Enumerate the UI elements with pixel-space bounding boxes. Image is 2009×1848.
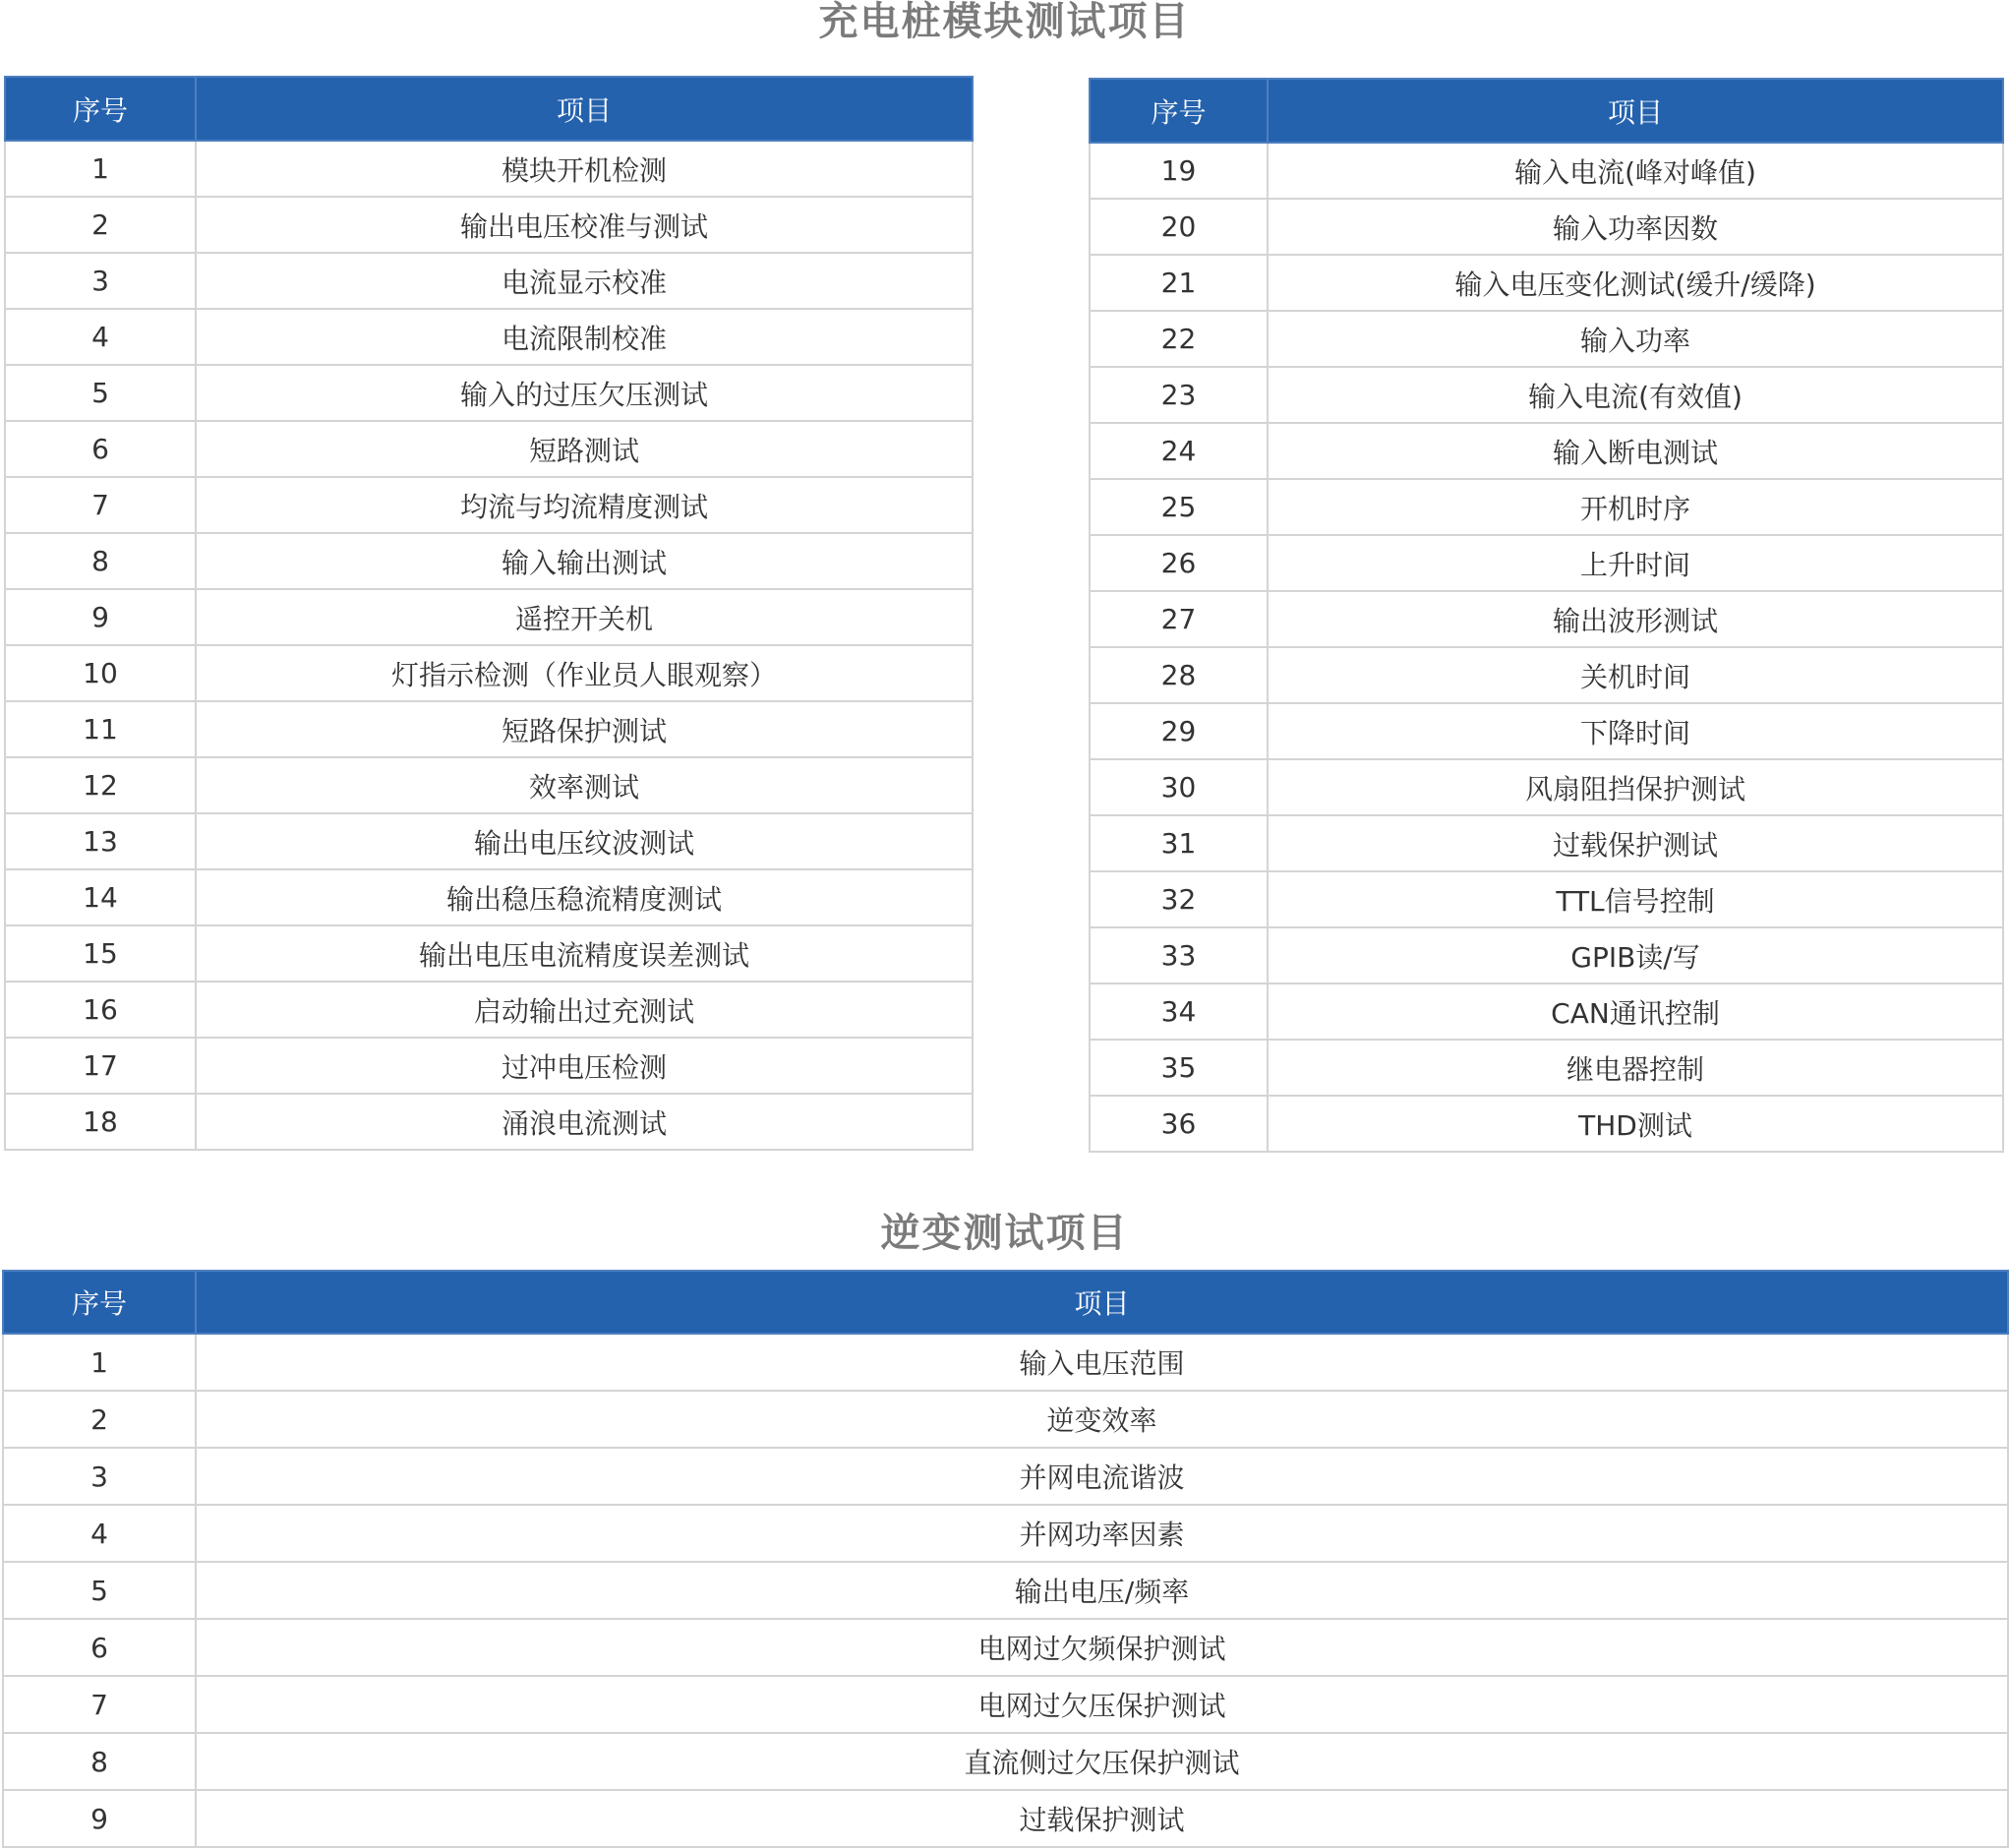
row-item: 涌浪电流测试 [196, 1094, 973, 1150]
row-item: 过载保护测试 [1268, 815, 2003, 871]
row-index: 5 [5, 365, 196, 421]
row-index: 23 [1090, 367, 1268, 423]
row-item: 电网过欠频保护测试 [196, 1619, 2008, 1676]
row-item: 电网过欠压保护测试 [196, 1676, 2008, 1733]
row-item: 输出稳压稳流精度测试 [196, 869, 973, 925]
inverter-body [3, 1334, 2008, 1847]
row-item: 效率测试 [196, 757, 973, 813]
row-index: 4 [3, 1505, 196, 1562]
row-item: 电流限制校准 [196, 309, 973, 365]
row-item: GPIB读/写 [1268, 927, 2003, 984]
table-row [5, 925, 973, 982]
row-index: 6 [3, 1619, 196, 1676]
header-item: 项目 [196, 77, 973, 141]
row-item: 输出电压纹波测试 [196, 813, 973, 869]
row-index: 10 [5, 645, 196, 701]
row-item: 并网功率因素 [196, 1505, 2008, 1562]
table-row [1090, 423, 2003, 479]
row-index: 3 [5, 253, 196, 309]
row-item: 下降时间 [1268, 703, 2003, 759]
table-row [5, 309, 973, 365]
row-index: 26 [1090, 535, 1268, 591]
table-row [5, 757, 973, 813]
row-item: 短路保护测试 [196, 701, 973, 757]
row-index: 14 [5, 869, 196, 925]
charging-section-title: 充电桩模块测试项目 [818, 0, 1191, 44]
row-item: 风扇阻挡保护测试 [1268, 759, 2003, 815]
row-item: 输入功率因数 [1268, 199, 2003, 255]
row-index: 7 [5, 477, 196, 533]
row-item: 输入电流(峰对峰值) [1268, 143, 2003, 199]
row-item: 上升时间 [1268, 535, 2003, 591]
header-index: 序号 [3, 1271, 196, 1334]
table-row [1090, 759, 2003, 815]
table-row [5, 141, 973, 197]
inverter-section-title: 逆变测试项目 [880, 1211, 1129, 1256]
table-row [1090, 255, 2003, 311]
row-item: 并网电流谐波 [196, 1448, 2008, 1505]
table-row [5, 869, 973, 925]
table-header-row [1090, 79, 2003, 143]
row-index: 9 [5, 589, 196, 645]
charging-table-left [4, 76, 974, 1151]
row-index: 6 [5, 421, 196, 477]
row-item: 短路测试 [196, 421, 973, 477]
row-index: 20 [1090, 199, 1268, 255]
table-row [3, 1562, 2008, 1619]
inverter-table [2, 1270, 2009, 1848]
row-index: 17 [5, 1038, 196, 1094]
row-index: 1 [3, 1334, 196, 1391]
row-index: 29 [1090, 703, 1268, 759]
row-index: 30 [1090, 759, 1268, 815]
row-item: 开机时序 [1268, 479, 2003, 535]
row-index: 25 [1090, 479, 1268, 535]
row-index: 8 [5, 533, 196, 589]
table-row [1090, 367, 2003, 423]
table-row [3, 1733, 2008, 1790]
table-row [5, 645, 973, 701]
table-row [5, 589, 973, 645]
charging-left-body [5, 141, 973, 1150]
row-index: 35 [1090, 1040, 1268, 1096]
row-index: 9 [3, 1790, 196, 1847]
table-row [1090, 199, 2003, 255]
row-index: 28 [1090, 647, 1268, 703]
table-row [1090, 1096, 2003, 1152]
row-item: 输出电压校准与测试 [196, 197, 973, 253]
table-row [3, 1619, 2008, 1676]
row-item: 遥控开关机 [196, 589, 973, 645]
table-row [5, 982, 973, 1038]
row-item: 输入电压变化测试(缓升/缓降) [1268, 255, 2003, 311]
charging-right-body [1090, 143, 2003, 1152]
row-index: 12 [5, 757, 196, 813]
table-row [3, 1391, 2008, 1448]
table-row [5, 253, 973, 309]
table-row [5, 533, 973, 589]
row-index: 7 [3, 1676, 196, 1733]
row-index: 3 [3, 1448, 196, 1505]
table-row [3, 1448, 2008, 1505]
row-item: 输入电压范围 [196, 1334, 2008, 1391]
row-index: 11 [5, 701, 196, 757]
row-index: 5 [3, 1562, 196, 1619]
row-index: 8 [3, 1733, 196, 1790]
row-item: TTL信号控制 [1268, 871, 2003, 927]
table-row [5, 813, 973, 869]
row-item: 输入输出测试 [196, 533, 973, 589]
table-row [1090, 703, 2003, 759]
table-row [1090, 591, 2003, 647]
row-index: 27 [1090, 591, 1268, 647]
row-item: 输入电流(有效值) [1268, 367, 2003, 423]
table-row [5, 477, 973, 533]
row-index: 1 [5, 141, 196, 197]
table-row [1090, 1040, 2003, 1096]
row-item: 输入功率 [1268, 311, 2003, 367]
header-item: 项目 [1268, 79, 2003, 143]
row-item: 均流与均流精度测试 [196, 477, 973, 533]
header-item: 项目 [196, 1271, 2008, 1334]
row-index: 2 [5, 197, 196, 253]
table-header-row [3, 1271, 2008, 1334]
row-index: 13 [5, 813, 196, 869]
table-row [1090, 815, 2003, 871]
row-index: 18 [5, 1094, 196, 1150]
table-row [1090, 143, 2003, 199]
table-row [5, 1094, 973, 1150]
table-row [3, 1790, 2008, 1847]
table-header-row [5, 77, 973, 141]
row-index: 22 [1090, 311, 1268, 367]
row-item: 输出电压电流精度误差测试 [196, 925, 973, 982]
table-row [1090, 311, 2003, 367]
table-row [5, 197, 973, 253]
table-row [1090, 984, 2003, 1040]
row-index: 31 [1090, 815, 1268, 871]
row-index: 21 [1090, 255, 1268, 311]
header-index: 序号 [5, 77, 196, 141]
row-item: 过冲电压检测 [196, 1038, 973, 1094]
row-item: 模块开机检测 [196, 141, 973, 197]
header-index: 序号 [1090, 79, 1268, 143]
row-item: 输出电压/频率 [196, 1562, 2008, 1619]
row-item: 电流显示校准 [196, 253, 973, 309]
table-row [5, 421, 973, 477]
table-row [3, 1505, 2008, 1562]
row-item: 灯指示检测（作业员人眼观察） [196, 645, 973, 701]
row-item: 输入的过压欠压测试 [196, 365, 973, 421]
table-row [5, 701, 973, 757]
table-row [3, 1676, 2008, 1733]
table-row [1090, 927, 2003, 984]
row-item: CAN通讯控制 [1268, 984, 2003, 1040]
row-index: 34 [1090, 984, 1268, 1040]
table-row [3, 1334, 2008, 1391]
row-item: 继电器控制 [1268, 1040, 2003, 1096]
row-item: 过载保护测试 [196, 1790, 2008, 1847]
table-row [5, 365, 973, 421]
table-row [5, 1038, 973, 1094]
table-row [1090, 535, 2003, 591]
row-index: 2 [3, 1391, 196, 1448]
row-index: 4 [5, 309, 196, 365]
table-row [1090, 647, 2003, 703]
row-item: 直流侧过欠压保护测试 [196, 1733, 2008, 1790]
row-index: 15 [5, 925, 196, 982]
row-item: 关机时间 [1268, 647, 2003, 703]
row-index: 32 [1090, 871, 1268, 927]
row-item: 输出波形测试 [1268, 591, 2003, 647]
row-item: 输入断电测试 [1268, 423, 2003, 479]
charging-table-right [1089, 78, 2004, 1153]
row-item: 逆变效率 [196, 1391, 2008, 1448]
row-index: 24 [1090, 423, 1268, 479]
row-index: 19 [1090, 143, 1268, 199]
table-row [1090, 871, 2003, 927]
row-index: 33 [1090, 927, 1268, 984]
row-index: 36 [1090, 1096, 1268, 1152]
table-row [1090, 479, 2003, 535]
row-item: 启动输出过充测试 [196, 982, 973, 1038]
row-item: THD测试 [1268, 1096, 2003, 1152]
row-index: 16 [5, 982, 196, 1038]
